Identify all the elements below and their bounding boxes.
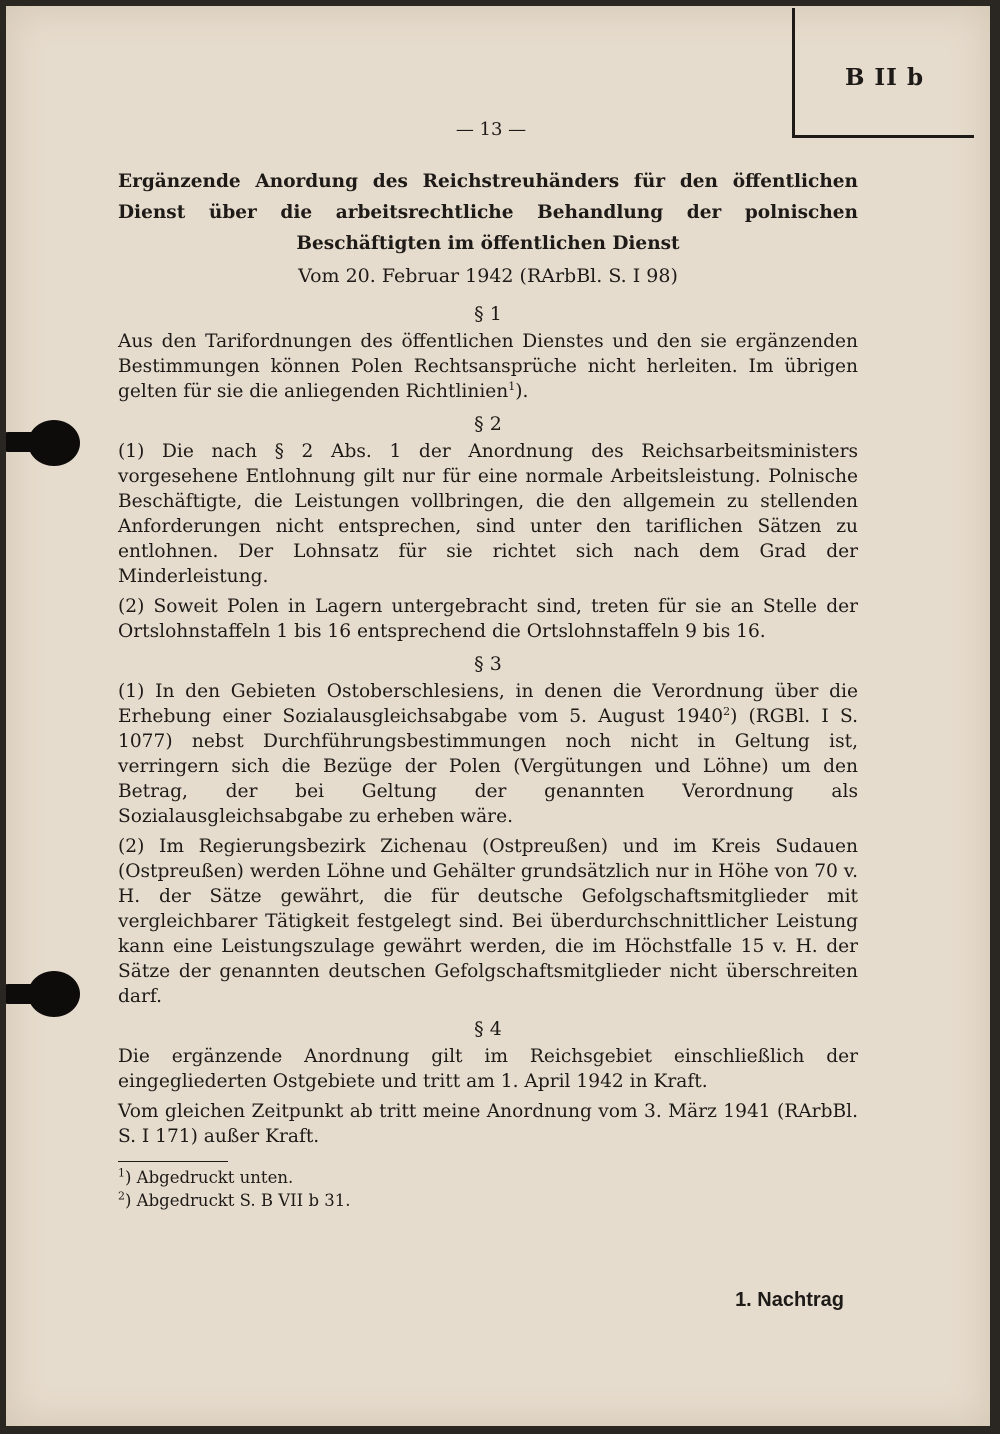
punch-hole-bottom bbox=[28, 971, 80, 1017]
section-heading: § 4 bbox=[474, 1018, 502, 1040]
section-1 bbox=[118, 299, 858, 404]
footnote-ref: 1 bbox=[508, 379, 516, 393]
document-page bbox=[6, 6, 990, 1426]
paragraph: (2) Soweit Polen in Lagern untergebracht sind, treten für sie an Stelle der Ortslohnstaffeln 1 bis 16 entsprechend die Ortslohnstaffeln 9 bis 16. bbox=[118, 596, 858, 642]
section-4 bbox=[118, 1014, 858, 1149]
section-heading: § 2 bbox=[474, 413, 502, 435]
page-number: — 13 — bbox=[455, 119, 527, 140]
section-heading: § 3 bbox=[474, 653, 502, 675]
paragraph: (2) Im Regierungsbezirk Zichenau (Ostpreußen) und im Kreis Sudauen (Ostpreußen) werden Löhne und Gehälter grundsätzlich nur in Höhe von 70 v. H. der Sätze gewährt, die für deutsche Gefolgschaftsmitglieder mit vergleichbarer Tätigkeit festgelegt sind. Bei überdurchschnittlicher Leistung kann eine Leistungszulage gewährt werden, die im Höchstfalle 15 v. H. der Sätze der genannten deutschen Gefolgschaftsmitglieder nicht überschreiten darf. bbox=[118, 836, 858, 1007]
paragraph: Aus den Tarifordnungen des öffentlichen Dienstes und den sie ergänzenden Bestimmungen können Polen Rechtsansprüche nicht herleiten. Im übrigen gelten für sie die anliegenden Richtlinien$^1$). bbox=[118, 331, 858, 402]
section-3 bbox=[118, 649, 858, 1009]
document-body bbox=[118, 166, 858, 1212]
section-2 bbox=[118, 409, 858, 644]
date-line: Vom 20. Februar 1942 (RArbBl. S. I 98) bbox=[298, 265, 678, 287]
document-title: Ergänzende Anordung des Reichstreuhänders für den öffentlichen Dienst über die arbeitsrechtliche Behandlung der polnischen Beschäftigten im öffentlichen Dienst bbox=[118, 171, 858, 254]
supplement-label: 1. Nachtrag bbox=[735, 1289, 844, 1311]
footnote-1: $^1$) Abgedruckt unten. bbox=[118, 1166, 294, 1187]
section-heading: § 1 bbox=[474, 303, 502, 325]
paragraph: (1) In den Gebieten Ostoberschlesiens, in denen die Verordnung über die Erhebung einer Sozialausgleichsabgabe vom 5. August 1940$^2$) (RGBl. I S. 1077) nebst Durchführungsbestimmungen noch nicht in Geltung ist, verringern sich die Bezüge der Polen (Vergütungen und Löhne) um den Betrag, der bei Geltung der genannten Verordnung als Sozialausgleichsabgabe zu erheben wäre. bbox=[118, 681, 858, 827]
paragraph: (1) Die nach § 2 Abs. 1 der Anordnung des Reichsarbeitsministers vorgesehene Entlohnung gilt nur für eine normale Arbeitsleistung. Polnische Beschäftigte, die Leistungen vollbringen, die den allgemein zu stellenden Anforderungen nicht entsprechen, sind unter den tariflichen Sätzen zu entlohnen. Der Lohnsatz für sie richtet sich nach dem Grad der Minderleistung. bbox=[118, 441, 858, 587]
footnote-2: $^2$) Abgedruckt S. B VII b 31. bbox=[118, 1189, 351, 1210]
footnote-divider bbox=[118, 1161, 228, 1162]
section-tab-label: B II b bbox=[844, 64, 925, 91]
paragraph: Die ergänzende Anordnung gilt im Reichsgebiet einschließlich der eingegliederten Ostgebiete und tritt am 1. April 1942 in Kraft. bbox=[118, 1046, 858, 1092]
paragraph: Vom gleichen Zeitpunkt ab tritt meine Anordnung vom 3. März 1941 (RArbBl. S. I 171) außer Kraft. bbox=[118, 1101, 858, 1147]
footnote-ref: 2 bbox=[723, 704, 731, 718]
punch-hole-top bbox=[28, 420, 80, 466]
